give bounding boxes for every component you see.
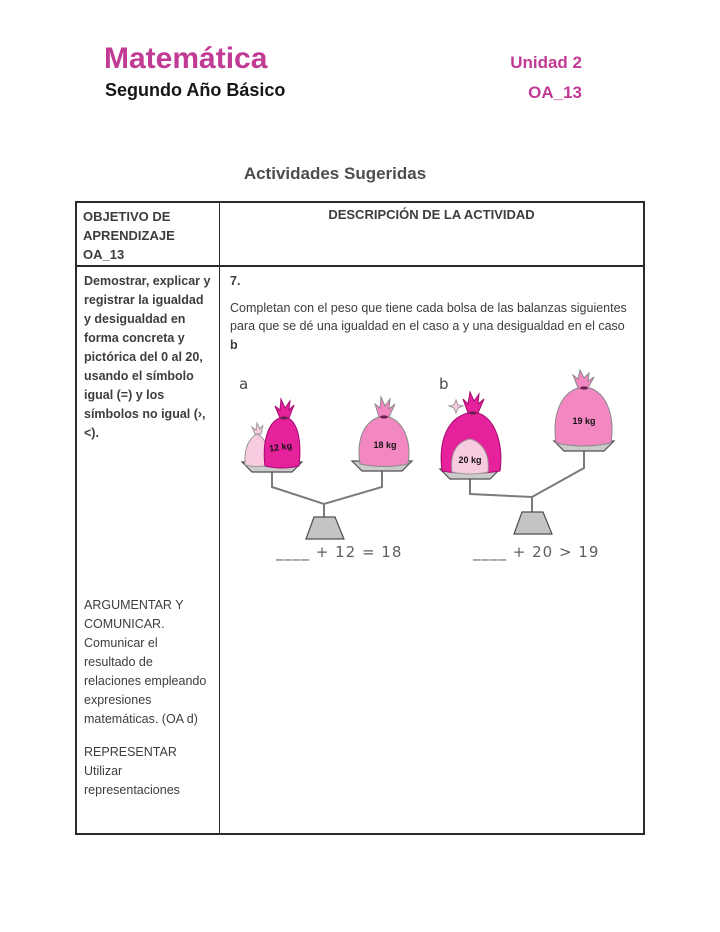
- description-column-header: DESCRIPCIÓN DE LA ACTIVIDAD: [220, 203, 643, 267]
- activity-number: 7.: [230, 274, 241, 288]
- scale-a: [239, 375, 412, 562]
- doc-title: Matemática: [104, 42, 268, 75]
- doc-subtitle: Segundo Año Básico: [105, 80, 286, 100]
- case-a-label: a: [239, 375, 249, 393]
- bag-18kg-label: 18 kg: [373, 440, 397, 450]
- scale-b-base: [514, 512, 552, 534]
- objective-cell: [77, 267, 220, 833]
- scale-a-beam: [272, 471, 382, 504]
- equation-a: ____ + 12 = 18: [276, 543, 403, 561]
- bag-20kg-label: 20 kg: [458, 455, 482, 465]
- objective-statement: Demostrar, explicar y registrar la igualdad y desigualdad en forma concreta y pictórica del 0 al 20, usando el símbolo igual (=) y los símbolos no igual (›,<).: [84, 274, 211, 440]
- objective-column-header: OBJETIVO DE APRENDIZAJE OA_13: [77, 203, 220, 267]
- skill-argumentar-comunicar: ARGUMENTAR Y COMUNICAR. Comunicar el resultado de relaciones empleando expresiones matemáticas. (OA d): [84, 598, 207, 726]
- activity-cell: [220, 267, 643, 833]
- section-title: Actividades Sugeridas: [243, 164, 427, 183]
- case-b-label: b: [439, 375, 449, 393]
- doc-header-right: [510, 48, 582, 108]
- unit-label: Unidad 2: [510, 53, 582, 72]
- bag-12kg-label: 12 kg: [268, 440, 293, 454]
- balance-scales-figure: [232, 368, 643, 568]
- bag-19kg-label: 19 kg: [572, 416, 596, 426]
- bag-18kg: [359, 397, 409, 467]
- equation-b: ____ + 20 > 19: [473, 543, 600, 561]
- instruction-text: Completan con el peso que tiene cada bolsa de las balanzas siguientes para que se dé una igualdad en el caso a y una desigualdad en el caso: [230, 300, 627, 333]
- activity-instruction: [230, 299, 633, 355]
- activities-table: [75, 201, 645, 835]
- skill-representar: REPRESENTAR Utilizar representaciones: [84, 745, 180, 797]
- bag-12kg: [264, 399, 300, 468]
- scale-a-base: [306, 517, 344, 539]
- oa-label: OA_13: [528, 83, 582, 102]
- instruction-bold-b: b: [230, 337, 238, 352]
- bag-19kg: [555, 370, 612, 446]
- scale-b: [439, 370, 614, 562]
